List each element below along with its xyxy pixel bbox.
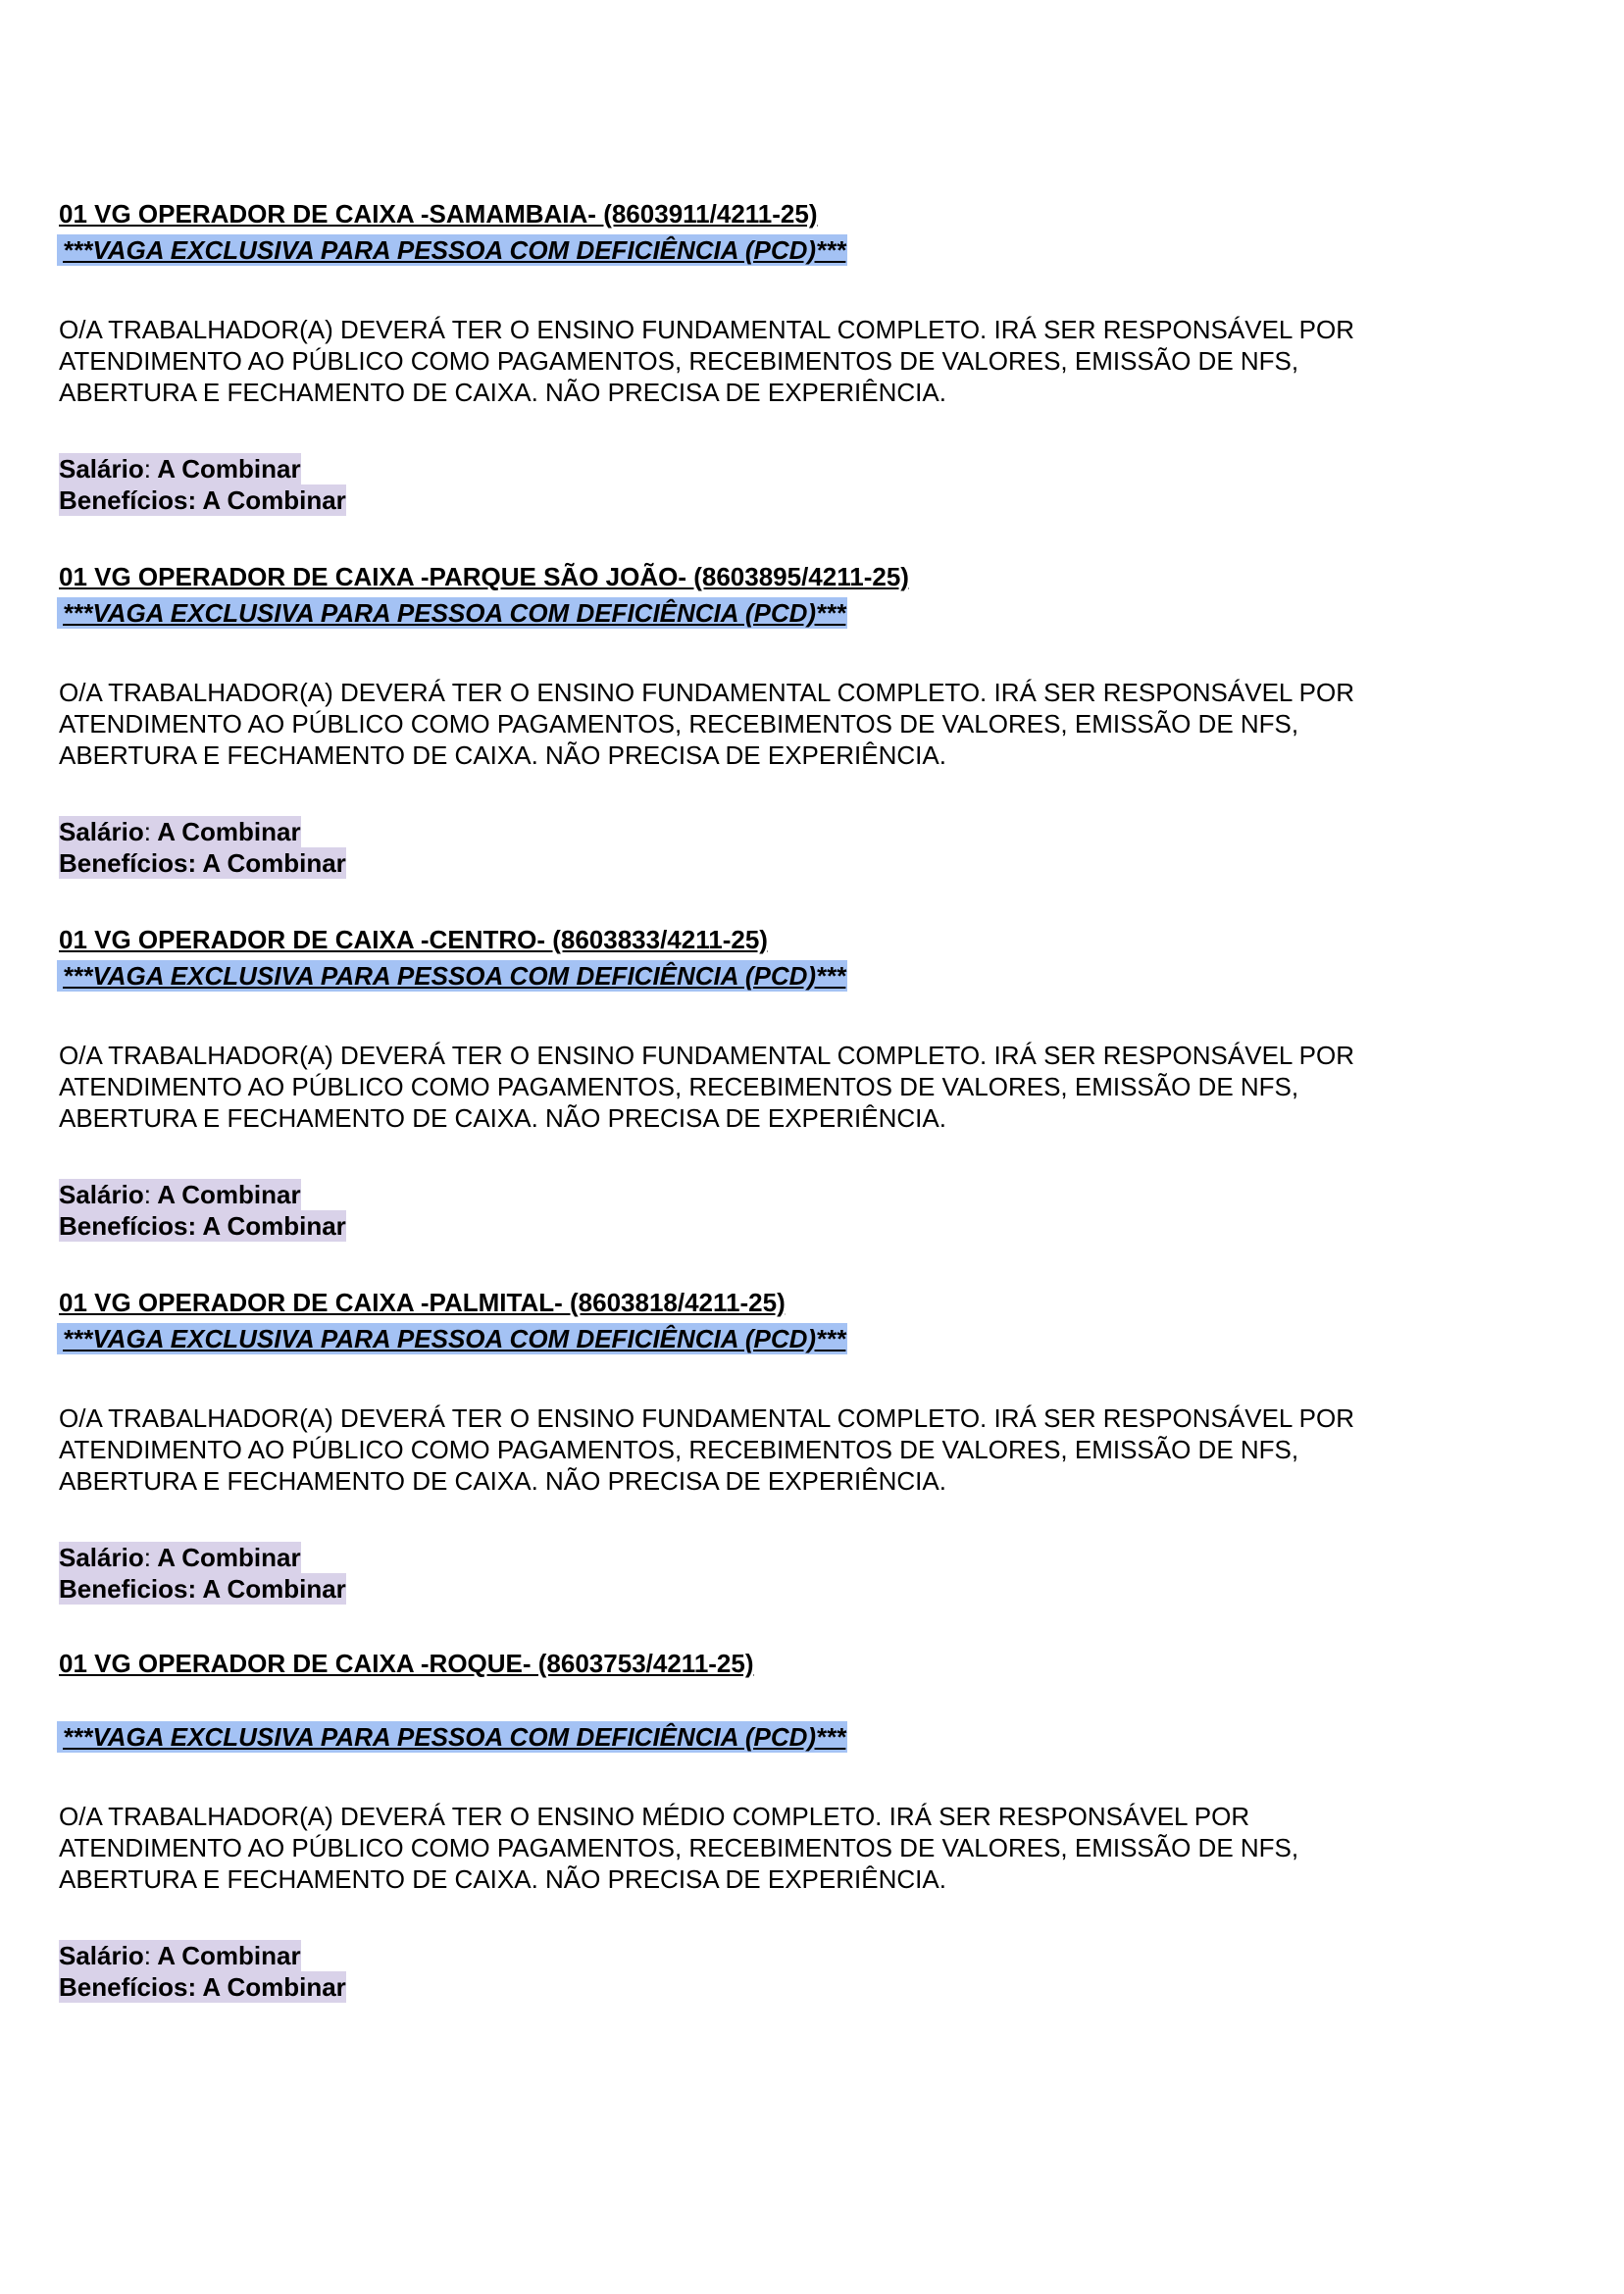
description-line: O/A TRABALHADOR(A) DEVERÁ TER O ENSINO FUNDAMENTAL COMPLETO. IRÁ SER RESPONSÁVEL POR — [59, 1403, 1354, 1433]
description-line: ATENDIMENTO AO PÚBLICO COMO PAGAMENTOS, RECEBIMENTOS DE VALORES, EMISSÃO DE NFS, — [59, 1833, 1299, 1862]
salary-line — [59, 453, 301, 484]
description-line: ABERTURA E FECHAMENTO DE CAIXA. NÃO PRECISA DE EXPERIÊNCIA. — [59, 1864, 946, 1894]
pcd-notice: ***VAGA EXCLUSIVA PARA PESSOA COM DEFICIÊNCIA (PCD)*** — [57, 1721, 847, 1753]
salary-value: A Combinar — [150, 1941, 301, 1970]
description-line: ABERTURA E FECHAMENTO DE CAIXA. NÃO PRECISA DE EXPERIÊNCIA. — [59, 1103, 946, 1133]
job-title: 01 VG OPERADOR DE CAIXA -CENTRO- (8603833/4211-25) — [59, 925, 768, 954]
description-line: O/A TRABALHADOR(A) DEVERÁ TER O ENSINO MÉDIO COMPLETO. IRÁ SER RESPONSÁVEL POR — [59, 1802, 1250, 1831]
job-description — [59, 1402, 1354, 1497]
job-title: 01 VG OPERADOR DE CAIXA -SAMAMBAIA- (8603911/4211-25) — [59, 199, 818, 229]
pcd-notice: ***VAGA EXCLUSIVA PARA PESSOA COM DEFICIÊNCIA (PCD)*** — [57, 234, 847, 266]
salary-colon: : — [143, 1180, 151, 1209]
description-line: O/A TRABALHADOR(A) DEVERÁ TER O ENSINO FUNDAMENTAL COMPLETO. IRÁ SER RESPONSÁVEL POR — [59, 315, 1354, 344]
job-title: 01 VG OPERADOR DE CAIXA -ROQUE- (8603753/4211-25) — [59, 1649, 754, 1678]
description-line: O/A TRABALHADOR(A) DEVERÁ TER O ENSINO FUNDAMENTAL COMPLETO. IRÁ SER RESPONSÁVEL POR — [59, 1041, 1354, 1070]
salary-value: A Combinar — [150, 817, 301, 846]
description-line: ABERTURA E FECHAMENTO DE CAIXA. NÃO PRECISA DE EXPERIÊNCIA. — [59, 378, 946, 407]
description-line: ABERTURA E FECHAMENTO DE CAIXA. NÃO PRECISA DE EXPERIÊNCIA. — [59, 740, 946, 770]
job-description — [59, 1801, 1298, 1895]
salary-value: A Combinar — [150, 1180, 301, 1209]
compensation-block — [59, 816, 346, 879]
pcd-notice: ***VAGA EXCLUSIVA PARA PESSOA COM DEFICIÊNCIA (PCD)*** — [57, 960, 847, 992]
salary-label: Salário — [59, 1180, 144, 1209]
job-title: 01 VG OPERADOR DE CAIXA -PARQUE SÃO JOÃO- (8603895/4211-25) — [59, 562, 909, 591]
pcd-notice: ***VAGA EXCLUSIVA PARA PESSOA COM DEFICIÊNCIA (PCD)*** — [57, 597, 847, 629]
pcd-notice: ***VAGA EXCLUSIVA PARA PESSOA COM DEFICIÊNCIA (PCD)*** — [57, 1323, 847, 1354]
benefits-line: Beneficios: A Combinar — [59, 1574, 346, 1604]
description-line: ATENDIMENTO AO PÚBLICO COMO PAGAMENTOS, RECEBIMENTOS DE VALORES, EMISSÃO DE NFS, — [59, 1072, 1299, 1101]
description-line: ATENDIMENTO AO PÚBLICO COMO PAGAMENTOS, RECEBIMENTOS DE VALORES, EMISSÃO DE NFS, — [59, 1435, 1299, 1464]
compensation-block — [59, 1542, 346, 1605]
salary-line — [59, 1179, 301, 1210]
benefits-line: Benefícios: A Combinar — [59, 848, 346, 878]
salary-line — [59, 816, 301, 847]
salary-colon: : — [143, 817, 151, 846]
salary-value: A Combinar — [150, 1543, 301, 1572]
benefits-line: Benefícios: A Combinar — [59, 1211, 346, 1241]
salary-label: Salário — [59, 817, 144, 846]
description-line: ATENDIMENTO AO PÚBLICO COMO PAGAMENTOS, RECEBIMENTOS DE VALORES, EMISSÃO DE NFS, — [59, 709, 1299, 739]
salary-colon: : — [143, 454, 151, 484]
salary-line — [59, 1542, 301, 1573]
salary-value: A Combinar — [150, 454, 301, 484]
compensation-block — [59, 453, 346, 516]
job-description — [59, 677, 1354, 771]
job-description — [59, 1040, 1354, 1134]
salary-label: Salário — [59, 1543, 144, 1572]
compensation-block — [59, 1179, 346, 1242]
job-description — [59, 314, 1354, 408]
benefits-line: Benefícios: A Combinar — [59, 485, 346, 515]
salary-colon: : — [143, 1941, 151, 1970]
salary-colon: : — [143, 1543, 151, 1572]
salary-label: Salário — [59, 454, 144, 484]
job-title: 01 VG OPERADOR DE CAIXA -PALMITAL- (8603818/4211-25) — [59, 1288, 786, 1317]
compensation-block — [59, 1940, 346, 2003]
description-line: ATENDIMENTO AO PÚBLICO COMO PAGAMENTOS, RECEBIMENTOS DE VALORES, EMISSÃO DE NFS, — [59, 346, 1299, 376]
description-line: ABERTURA E FECHAMENTO DE CAIXA. NÃO PRECISA DE EXPERIÊNCIA. — [59, 1466, 946, 1496]
benefits-line: Benefícios: A Combinar — [59, 1972, 346, 2002]
salary-line — [59, 1940, 301, 1971]
description-line: O/A TRABALHADOR(A) DEVERÁ TER O ENSINO FUNDAMENTAL COMPLETO. IRÁ SER RESPONSÁVEL POR — [59, 678, 1354, 707]
salary-label: Salário — [59, 1941, 144, 1970]
